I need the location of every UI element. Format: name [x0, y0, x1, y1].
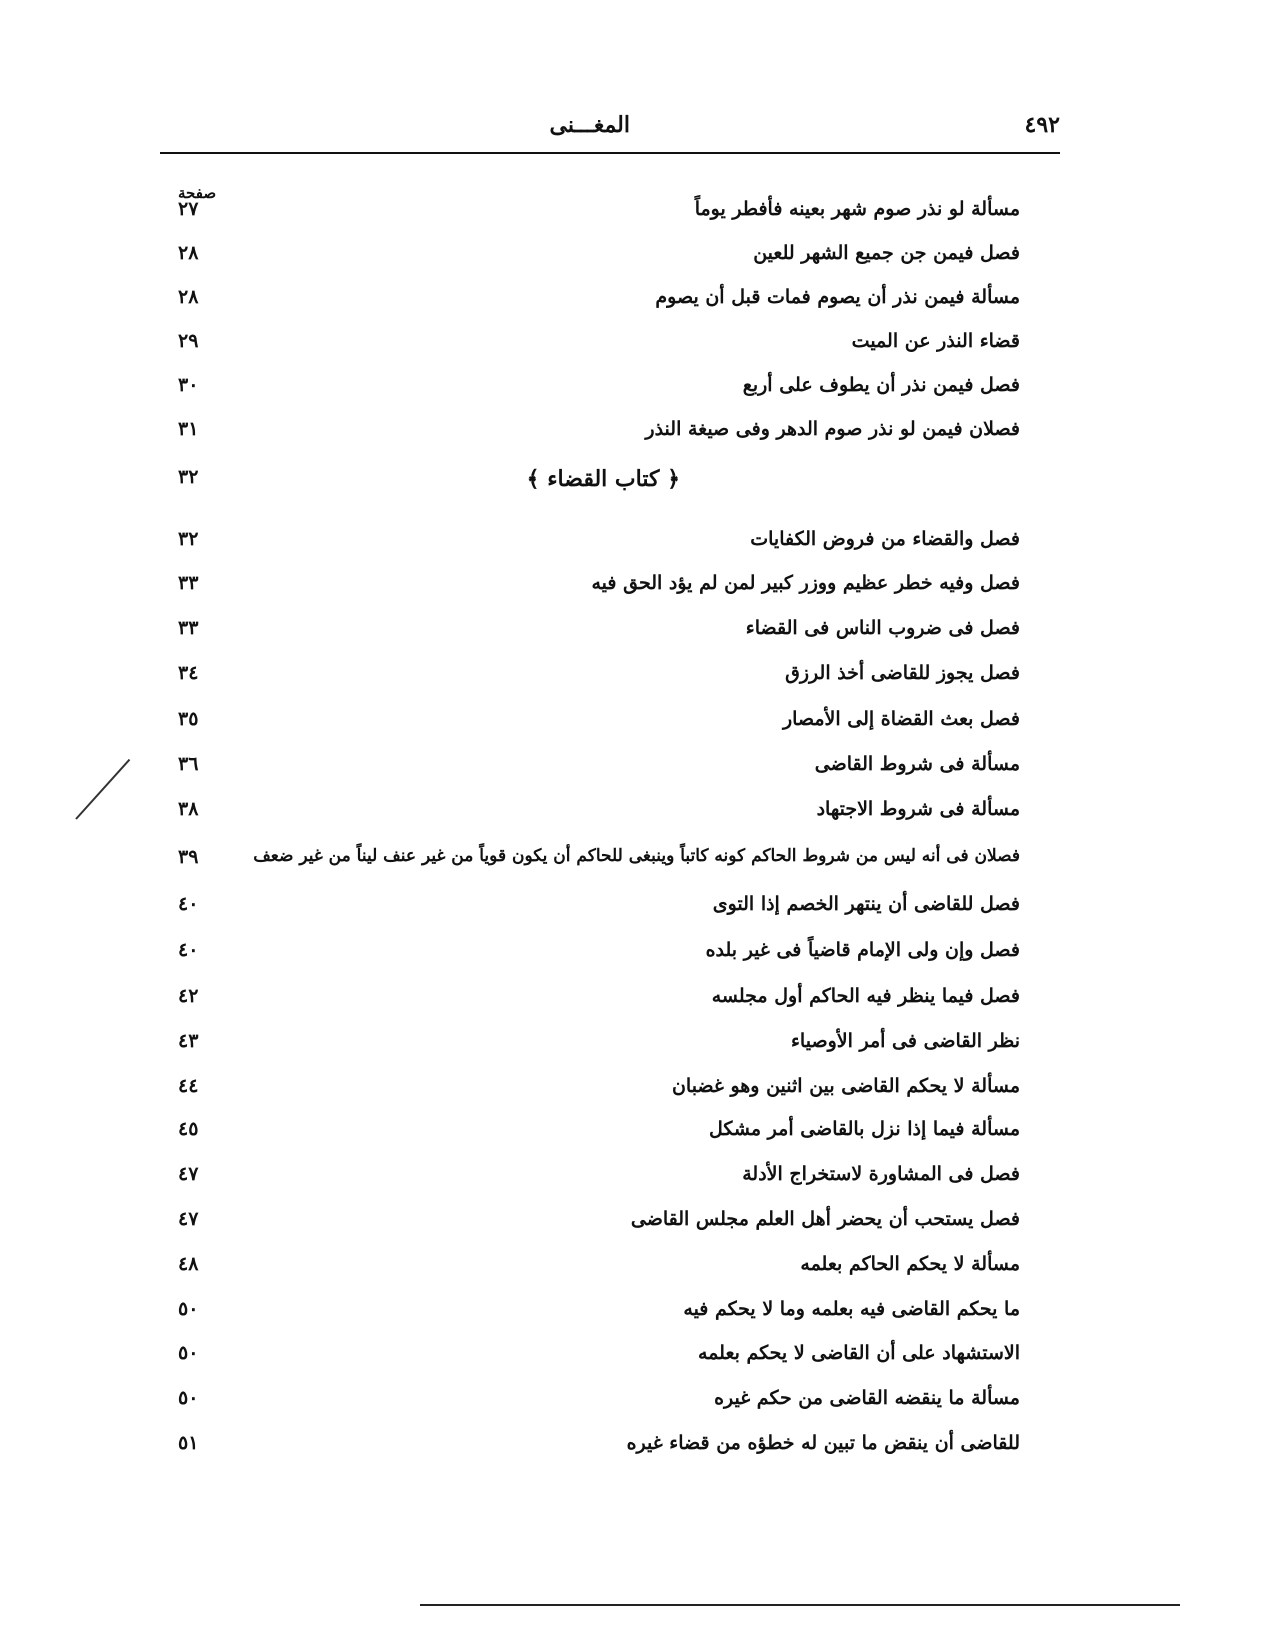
- entry-page-number: ٣٦: [178, 753, 199, 775]
- entry-title: فصل يجوز للقاضى أخذ الرزق: [785, 662, 1020, 684]
- page-number: ٤٩٢: [1024, 112, 1060, 138]
- entry-title: الاستشهاد على أن القاضى لا يحكم بعلمه: [698, 1342, 1020, 1364]
- toc-entry: [160, 1075, 1020, 1109]
- entry-title: قضاء النذر عن الميت: [851, 330, 1020, 352]
- entry-title: مسألة لو نذر صوم شهر بعينه فأفطر يوماً: [694, 198, 1020, 220]
- pen-mark: [75, 759, 130, 820]
- entry-page-number: ٣٨: [178, 798, 199, 820]
- entry-title: فصل فيمن نذر أن يطوف على أربع: [742, 374, 1020, 396]
- entry-title: فصلان فيمن لو نذر صوم الدهر وفى صيغة النذر: [645, 418, 1020, 440]
- entry-title: مسألة فى شروط الاجتهاد: [816, 798, 1020, 820]
- entry-page-number: ٢٧: [178, 198, 199, 220]
- toc-entry: [160, 617, 1020, 651]
- entry-title: فصل والقضاء من فروض الكفايات: [750, 528, 1020, 550]
- toc-entry: [160, 330, 1020, 364]
- entry-page-number: ٣٠: [178, 374, 199, 396]
- entry-page-number: ٤٠: [178, 893, 199, 915]
- entry-title: ما يحكم القاضى فيه بعلمه وما لا يحكم فيه: [683, 1298, 1020, 1320]
- toc-entry: [160, 1253, 1020, 1287]
- toc-entry: [160, 753, 1020, 787]
- entry-page-number: ٥٠: [178, 1342, 199, 1364]
- entry-page-number: ٣٥: [178, 708, 199, 730]
- section-heading: [160, 466, 1020, 500]
- toc-entry: [160, 1432, 1020, 1466]
- toc-entry: [160, 374, 1020, 408]
- entry-page-number: ٣٢: [178, 466, 199, 488]
- toc-entry: [160, 198, 1020, 232]
- toc-entry: [160, 286, 1020, 320]
- entry-page-number: ٤٧: [178, 1208, 199, 1230]
- entry-page-number: ٤٨: [178, 1253, 199, 1275]
- toc-entry: [160, 242, 1020, 276]
- entry-title: مسألة فيما إذا نزل بالقاضى أمر مشكل: [709, 1118, 1020, 1140]
- entry-page-number: ٣٣: [178, 617, 199, 639]
- entry-page-number: ٤٤: [178, 1075, 199, 1097]
- entry-title: فصل فى المشاورة لاستخراج الأدلة: [742, 1163, 1020, 1185]
- entry-title: مسألة ما ينقضه القاضى من حكم غيره: [714, 1387, 1020, 1409]
- entry-page-number: ٣٢: [178, 528, 199, 550]
- entry-page-number: ٣٩: [178, 846, 199, 868]
- entry-title: مسألة لا يحكم القاضى بين اثنين وهو غضبان: [671, 1075, 1020, 1097]
- toc-entry: [160, 1342, 1020, 1376]
- table-of-contents: [160, 0, 1020, 1600]
- entry-title: فصل فيما ينظر فيه الحاكم أول مجلسه: [711, 985, 1020, 1007]
- page-column-label: صفحة: [178, 184, 217, 202]
- entry-page-number: ٥٠: [178, 1387, 199, 1409]
- toc-entry: [160, 939, 1020, 973]
- entry-title: فصلان فى أنه ليس من شروط الحاكم كونه كاتباً وينبغى للحاكم أن يكون قوياً من غير عنف ليناً من غير ضعف: [253, 846, 1020, 866]
- entry-title: فصل بعث القضاة إلى الأمصار: [782, 708, 1020, 730]
- toc-entry: [160, 418, 1020, 452]
- entry-title: فصل فى ضروب الناس فى القضاء: [745, 617, 1020, 639]
- entry-page-number: ٢٨: [178, 286, 199, 308]
- entry-title: ﴿ كتاب القضاء ﴾: [526, 466, 680, 492]
- entry-page-number: ٤٠: [178, 939, 199, 961]
- toc-entry: [160, 662, 1020, 696]
- entry-page-number: ٥٠: [178, 1298, 199, 1320]
- toc-entry: [160, 1118, 1020, 1152]
- entry-title: فصل فيمن جن جميع الشهر للعين: [753, 242, 1020, 264]
- toc-entry: [160, 1298, 1020, 1332]
- entry-title: فصل وفيه خطر عظيم ووزر كبير لمن لم يؤد الحق فيه: [591, 572, 1020, 594]
- toc-entry: [160, 572, 1020, 606]
- footer-rule: [420, 1604, 1180, 1606]
- entry-page-number: ٢٨: [178, 242, 199, 264]
- toc-entry: [160, 1163, 1020, 1197]
- toc-entry: [160, 1208, 1020, 1242]
- toc-entry: [160, 708, 1020, 742]
- entry-title: فصل للقاضى أن ينتهر الخصم إذا التوى: [712, 893, 1020, 915]
- toc-entry: [160, 528, 1020, 562]
- toc-entry: [160, 846, 1020, 880]
- entry-page-number: ٣٤: [178, 662, 199, 684]
- toc-entry: [160, 798, 1020, 832]
- entry-page-number: ٢٩: [178, 330, 199, 352]
- entry-page-number: ٤٧: [178, 1163, 199, 1185]
- toc-entry: [160, 1387, 1020, 1421]
- entry-page-number: ٤٢: [178, 985, 199, 1007]
- entry-page-number: ٣٣: [178, 572, 199, 594]
- book-title: المغـــنى: [549, 112, 630, 138]
- entry-page-number: ٤٥: [178, 1118, 199, 1140]
- toc-entry: [160, 1030, 1020, 1064]
- entry-title: مسألة فيمن نذر أن يصوم فمات قبل أن يصوم: [655, 286, 1020, 308]
- entry-page-number: ٣١: [178, 418, 199, 440]
- entry-page-number: ٥١: [178, 1432, 199, 1454]
- entry-page-number: ٤٣: [178, 1030, 199, 1052]
- entry-title: مسألة فى شروط القاضى: [814, 753, 1020, 775]
- toc-entry: [160, 893, 1020, 927]
- entry-title: مسألة لا يحكم الحاكم بعلمه: [800, 1253, 1020, 1275]
- entry-title: للقاضى أن ينقض ما تبين له خطؤه من قضاء غيره: [626, 1432, 1020, 1454]
- entry-title: نظر القاضى فى أمر الأوصياء: [791, 1030, 1020, 1052]
- entry-title: فصل يستحب أن يحضر أهل العلم مجلس القاضى: [630, 1208, 1020, 1230]
- entry-title: فصل وإن ولى الإمام قاضياً فى غير بلده: [705, 939, 1020, 961]
- toc-entry: [160, 985, 1020, 1019]
